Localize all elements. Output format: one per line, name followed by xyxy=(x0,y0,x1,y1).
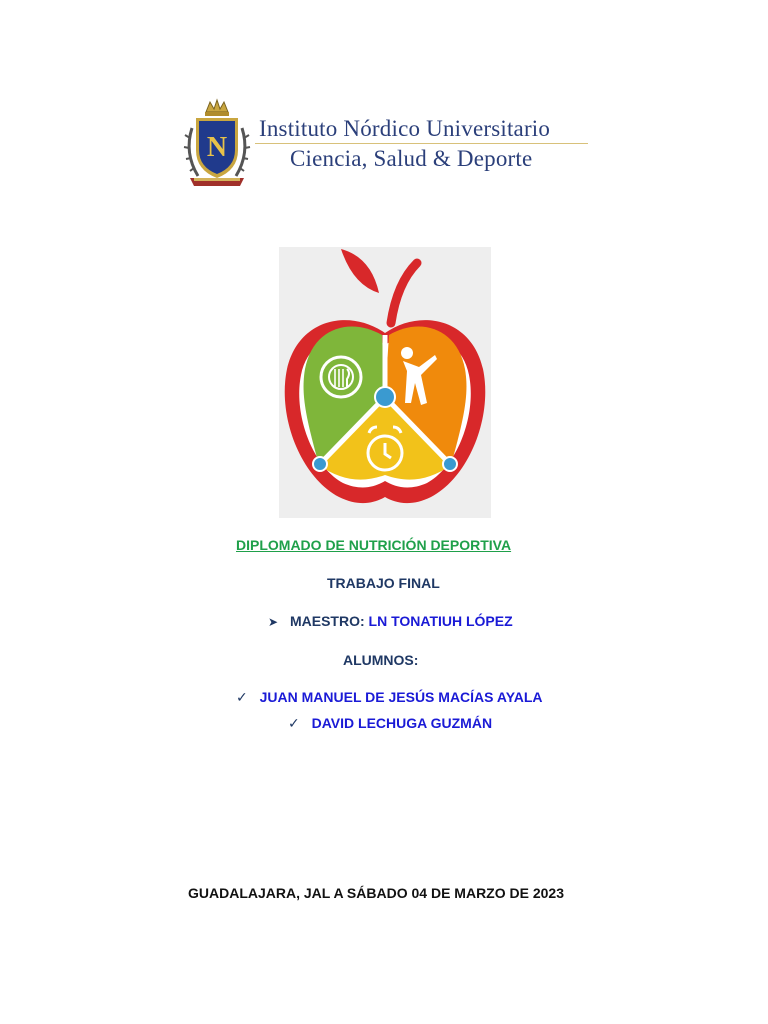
program-title: DIPLOMADO DE NUTRICIÓN DEPORTIVA xyxy=(236,537,512,553)
institution-tagline: Ciencia, Salud & Deporte xyxy=(290,146,533,171)
checkmark-bullet-icon: ✓ xyxy=(236,689,248,705)
checkmark-bullet-icon: ✓ xyxy=(288,715,300,731)
header-divider xyxy=(255,143,588,144)
logo-image-frame xyxy=(279,247,491,518)
university-crest-icon xyxy=(182,98,252,194)
place-date: GUADALAJARA, JAL A SÁBADO 04 DE MARZO DE 2023 xyxy=(188,885,564,901)
student-name: DAVID LECHUGA GUZMÁN xyxy=(311,715,493,731)
nutrition-apple-logo-icon xyxy=(279,247,491,518)
teacher-name: LN TONATIUH LÓPEZ xyxy=(368,613,513,629)
arrow-bullet-icon: ➤ xyxy=(268,615,279,629)
document-type: TRABAJO FINAL xyxy=(327,575,440,591)
students-label: ALUMNOS: xyxy=(343,652,419,668)
teacher-label: MAESTRO: xyxy=(289,613,365,629)
institution-name: Instituto Nórdico Universitario xyxy=(259,116,551,141)
teacher-row xyxy=(268,613,513,629)
svg-text:N: N xyxy=(206,132,228,163)
student-name: JUAN MANUEL DE JESÚS MACÍAS AYALA xyxy=(259,689,543,705)
list-item xyxy=(236,689,543,706)
list-item xyxy=(288,715,492,732)
